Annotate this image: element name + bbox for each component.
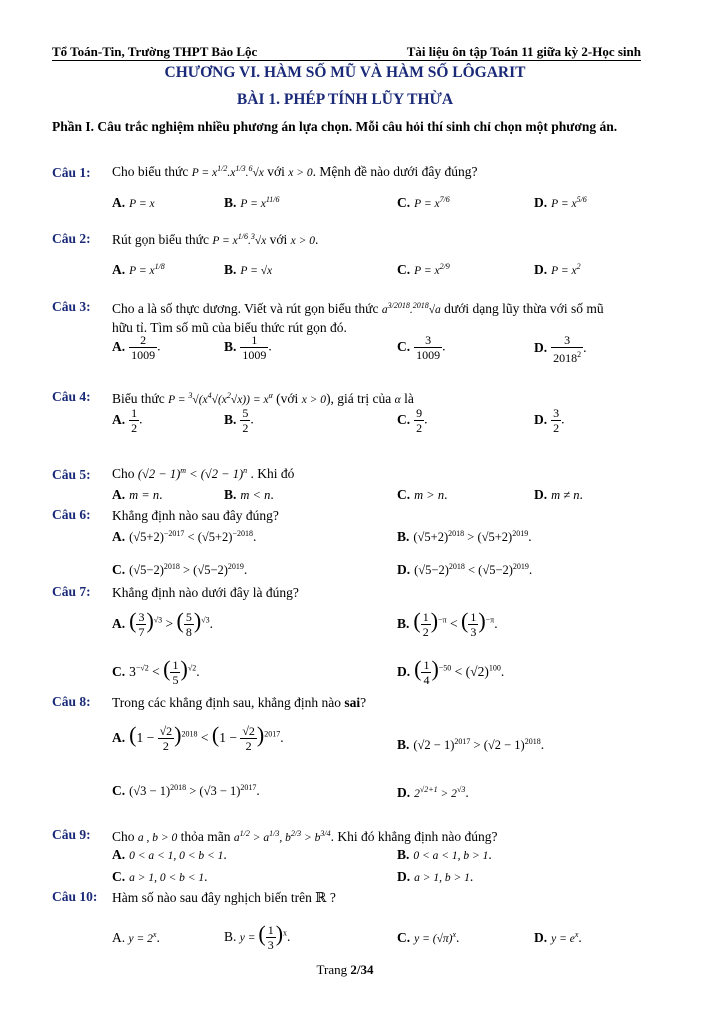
option-label: A. (112, 411, 126, 427)
stem-text: . Mệnh đề nào dưới đây đúng? (312, 163, 478, 179)
question-8-stem (112, 694, 652, 711)
option-d[interactable]: D. a > 1, b > 1. (397, 869, 474, 884)
header-left: Tổ Toán-Tin, Trường THPT Bảo Lộc (52, 44, 258, 59)
option-a[interactable]: A. $P = x^{1/8}$ (112, 262, 165, 277)
option-d[interactable]: D. $2^{√2+1} > 2^{√3}$. (397, 785, 469, 800)
option-d[interactable]: D. $(√5-2)^{2018} < (√5-2)^{2019}$. (397, 562, 533, 578)
stem-text: ), giá trị của (326, 390, 392, 406)
option-label: C. (397, 195, 411, 210)
stem-text: hữu tỉ. Tìm số mũ của biểu thức rút gọn đó. (112, 319, 347, 335)
option-label: D. (397, 785, 411, 800)
option-a[interactable]: A. ( $\frac{3}{7}$ )$^{√3}$ > ( $\frac{5}{8}$ )$^{√3}$. (112, 608, 213, 640)
option-b[interactable]: B. 0 < a < 1, b > 1. (397, 847, 492, 862)
question-5-stem: Cho $(√2 - 1)^m < (√2 - 1)^n$ . Khi đó (112, 466, 295, 482)
option-b[interactable]: B. y = ( $\frac{1}{3}$ )$^x$. (224, 921, 291, 953)
option-c[interactable]: C. $(√3 - 1)^{2018} > (√3 - 1)^{2017}$. (112, 783, 260, 799)
option-label: B. (224, 487, 237, 502)
header-right: Tài liệu ôn tập Toán 11 giữa kỳ 2-Học sinh (406, 44, 641, 59)
option-a[interactable]: A. m = n. (112, 487, 163, 502)
option-label: B. (397, 737, 410, 753)
question-8-label: Câu 8: (52, 694, 91, 709)
option-label: B. (397, 847, 410, 862)
option-c[interactable]: C. $\frac{3}{1009}$ . (397, 333, 446, 362)
question-3-stem: Cho a là số thực dương. Viết và rút gọn biểu thức $a^{3/2018}.^{2018}√a$ dưới dạng lũy thừa với số mũ hữu tỉ. Tìm số mũ của biểu thức rút gọn đó. (112, 300, 604, 335)
option-b[interactable]: B. $\frac{1}{1009}$ . (224, 333, 272, 362)
stem-text: thỏa mãn (180, 828, 231, 844)
chapter-title: CHƯƠNG VI. HÀM SỐ MŨ VÀ HÀM SỐ LÔGARIT (164, 64, 526, 81)
stem-text: là (404, 390, 414, 406)
option-c[interactable]: C. $(√5-2)^{2018} > (√5-2)^{2019}$. (112, 562, 248, 578)
option-a[interactable]: A. 0 < a < 1, 0 < b < 1. (112, 847, 227, 862)
question-6-stem: Khẳng định nào sau đây đúng? (112, 508, 279, 523)
stem-text: với (269, 231, 288, 247)
lesson-title: BÀI 1. PHÉP TÍNH LŨY THỪA (236, 91, 454, 108)
question-7-stem: Khẳng định nào dưới đây là đúng? (112, 585, 299, 600)
option-label: A. (112, 195, 126, 210)
option-label: B. (224, 929, 237, 944)
option-b[interactable]: B. $\frac{5}{2}$ . (224, 406, 254, 435)
option-c[interactable]: C. m > n. (397, 487, 448, 502)
question-1-stem: Cho biểu thức $P = x^{1/2}.x^{1/3}.^6√x$ với x > 0. Mệnh đề nào dưới đây đúng? (112, 163, 478, 179)
option-c[interactable]: C. $3^{-√2}$ < ( $\frac{1}{5}$ )$^{√2}$. (112, 656, 200, 688)
stem-text: (với (276, 390, 299, 406)
question-9-label: Câu 9: (52, 827, 91, 842)
option-a[interactable]: A. (1 − $\frac{√2}{2}$ )$^{2018}$ < (1 − $\frac{√2}{2}$ )$^{2017}$. (112, 722, 284, 754)
stem-text: Biểu thức (112, 390, 165, 406)
stem-text: ? (360, 695, 367, 710)
option-a[interactable]: A. P = x (112, 195, 155, 210)
option-d[interactable]: D. $P = x^{5/6}$ (534, 195, 587, 210)
stem-text: Cho biểu thức (112, 163, 189, 179)
option-d[interactable]: D. m ≠ n. (534, 487, 583, 502)
stem-text: Cho (112, 828, 135, 844)
option-b[interactable]: B. $(√5+2)^{2018} > (√5+2)^{2019}$. (397, 529, 532, 545)
option-label: B. (397, 616, 410, 631)
option-label: C. (397, 338, 411, 354)
question-7-label: Câu 7: (52, 584, 91, 599)
option-label: C. (397, 411, 411, 427)
option-label: C. (112, 562, 126, 578)
option-b[interactable]: B. $(√2 - 1)^{2017} > (√2 - 1)^{2018}$. (397, 737, 545, 753)
option-label: A. (112, 262, 126, 277)
stem-text: . Khi đó (250, 466, 295, 482)
option-c[interactable]: C. a > 1, 0 < b < 1. (112, 869, 208, 884)
question-10-label: Câu 10: (52, 889, 98, 904)
option-label: B. (224, 195, 237, 210)
option-label: C. (112, 869, 126, 884)
stem-text: . Khi đó khẳng định nào đúng? (330, 828, 498, 844)
stem-text: Cho (112, 466, 135, 482)
option-a[interactable]: A. $\frac{1}{2}$ . (112, 406, 143, 435)
option-label: D. (534, 195, 548, 210)
option-label: A. (112, 930, 126, 945)
option-label: B. (224, 411, 237, 427)
question-2-label: Câu 2: (52, 231, 91, 246)
stem-text: Cho a là số thực dương. Viết và rút gọn biểu thức (112, 300, 379, 316)
question-4-label: Câu 4: (52, 389, 91, 404)
option-c[interactable]: C. $\frac{9}{2}$ . (397, 406, 428, 435)
option-label: D. (397, 869, 411, 884)
stem-text: . (315, 231, 319, 247)
question-1-label: Câu 1: (52, 165, 91, 180)
option-d[interactable]: D. ( $\frac{1}{4}$ )$^{-50} < (√2)^{100}$. (397, 656, 505, 688)
stem-bold: sai (344, 695, 361, 710)
option-label: A. (112, 338, 126, 354)
option-label: D. (397, 562, 411, 578)
page-footer (0, 962, 690, 978)
question-5-label: Câu 5: (52, 467, 91, 482)
question-4-stem: Biểu thức $P = ^3√(x^4√(x^2√x)) = x^\alpha$ (với x > 0), giá trị của α là (112, 390, 414, 406)
option-label: A. (112, 487, 126, 502)
stem-text: Trong các khẳng định sau, khẳng định nào (112, 695, 341, 710)
option-label: D. (397, 664, 411, 679)
option-d[interactable]: D. $\frac{3}{2}$ . (534, 406, 565, 435)
option-b[interactable]: B. P = √x (224, 262, 273, 277)
option-b[interactable]: B. ( $\frac{1}{2}$ )$^{-\pi}$ < ( $\frac{1}{3}$ )$^{-\pi}$. (397, 608, 498, 640)
stem-text: ? (329, 890, 336, 905)
option-d[interactable]: D. $P = x^2$ (534, 262, 581, 277)
option-c[interactable]: C. $y = (√\pi)^x$. (397, 930, 460, 945)
option-label: A. (112, 730, 126, 745)
page-number: 2/34 (350, 962, 374, 977)
option-label: D. (534, 930, 548, 945)
part-title: Phần I. Câu trắc nghiệm nhiều phương án lựa chọn. Mỗi câu hỏi thí sinh chỉ chọn một phương án. (52, 119, 618, 134)
option-label: D. (534, 262, 548, 277)
option-label: B. (224, 338, 237, 354)
option-label: D. (534, 411, 548, 427)
question-10-stem (112, 889, 652, 906)
real-numbers-icon: ℝ (315, 890, 327, 905)
stem-text: Hàm số nào sau đây nghịch biến trên (112, 890, 312, 905)
option-label: B. (397, 529, 410, 545)
option-b[interactable]: B. $P = x^{11/6}$ (224, 195, 280, 210)
stem-text: Rút gọn biểu thức (112, 231, 209, 247)
footer-prefix: Trang (316, 962, 351, 977)
question-3-label: Câu 3: (52, 299, 91, 314)
option-label: C. (397, 487, 411, 502)
page-header (52, 44, 641, 61)
option-label: D. (534, 340, 548, 356)
question-9-stem: Cho a , b > 0 thỏa mãn $a^{1/2} > a^{1/3}$, $b^{2/3} > b^{3/4}$. Khi đó khẳng định nào đúng? (112, 828, 498, 844)
stem-text: với (267, 163, 285, 179)
option-label: A. (112, 847, 126, 862)
option-c[interactable]: C. $P = x^{7/6}$ (397, 195, 450, 210)
question-6-label: Câu 6: (52, 507, 91, 522)
question-2-stem: Rút gọn biểu thức $P = x^{1/6}.^3√x$ với x > 0. (112, 231, 319, 247)
option-label: C. (112, 783, 126, 799)
option-a[interactable]: A. $\frac{2}{1009}$ . (112, 333, 161, 362)
option-b[interactable]: B. m < n. (224, 487, 274, 502)
option-label: A. (112, 616, 126, 631)
option-c[interactable]: C. $P = x^{2/9}$ (397, 262, 450, 277)
stem-text: dưới dạng lũy thừa với số mũ (444, 300, 604, 316)
option-label: C. (397, 262, 411, 277)
option-d[interactable]: D. $y = e^x$. (534, 930, 582, 945)
option-label: B. (224, 262, 237, 277)
option-d[interactable]: D. $\frac{3}{2018^2}$ . (534, 333, 587, 365)
option-label: D. (534, 487, 548, 502)
option-a[interactable]: A. $(√5+2)^{-2017} < (√5+2)^{-2018}$. (112, 529, 257, 545)
option-label: C. (112, 664, 126, 679)
option-label: A. (112, 529, 126, 545)
option-a[interactable]: A. $y = 2^x$. (112, 930, 160, 945)
option-label: C. (397, 930, 411, 945)
